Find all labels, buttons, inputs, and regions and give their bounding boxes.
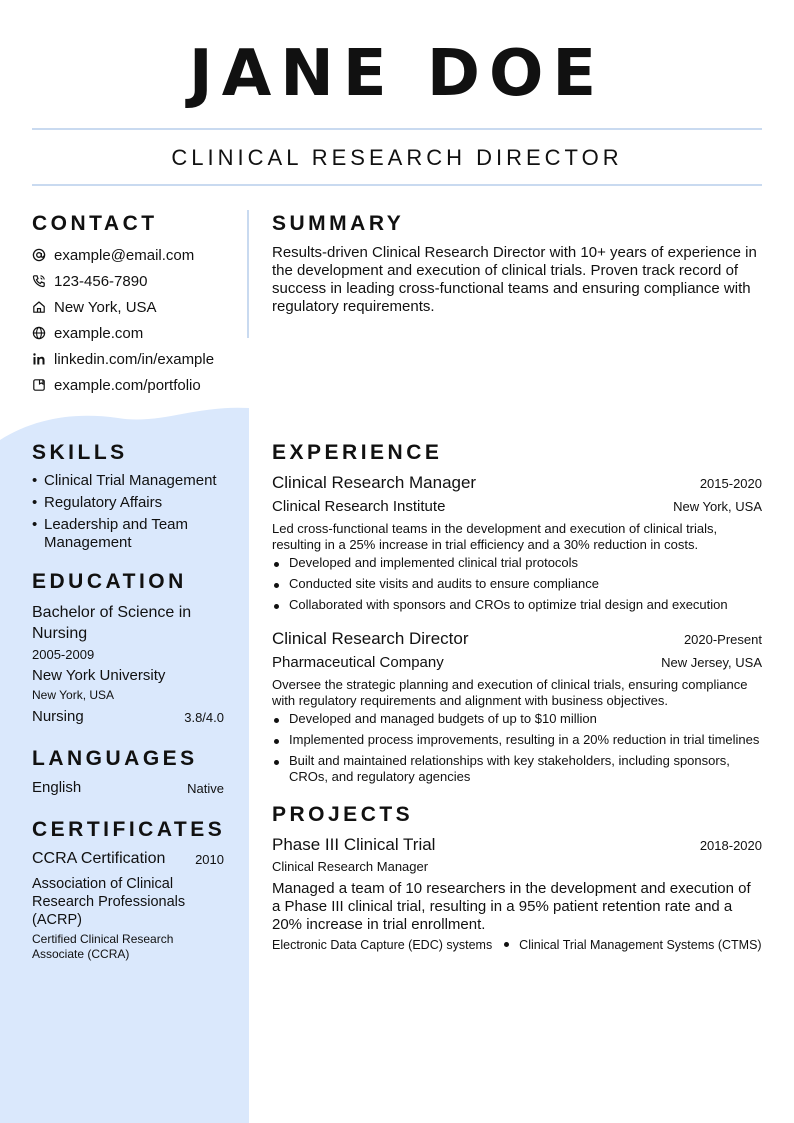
project-role: Clinical Research Manager — [272, 859, 429, 874]
certificates-heading: CERTIFICATES — [32, 818, 226, 841]
project-tool: Electronic Data Capture (EDC) systems — [272, 938, 493, 952]
home-icon — [32, 300, 54, 314]
skills-heading: SKILLS — [32, 441, 128, 464]
language-name: English — [32, 779, 82, 796]
certificate-year: 2010 — [195, 852, 224, 867]
education-school: New York University — [32, 667, 166, 684]
experience-bullet: Built and maintained relationships with key stakeholders, including sponsors, CROs, and regulatory agencies — [272, 753, 762, 784]
education-dates: 2005-2009 — [32, 647, 95, 662]
experience-location: New York, USA — [673, 499, 762, 514]
experience-company: Clinical Research Institute — [272, 498, 446, 515]
summary-text: Results-driven Clinical Research Director with 10+ years of experience in the development and execution of clinical trials. Proven track record of success in leading cross-functional teams and ensuring compliance with regulatory requirements. — [272, 244, 757, 315]
project-tools — [272, 937, 762, 953]
candidate-name: JANE DOE — [188, 37, 606, 111]
contact-email-row[interactable] — [32, 242, 242, 268]
project-name: Phase III Clinical Trial — [272, 835, 436, 854]
skill-item: • Leadership and Team Management — [32, 516, 232, 552]
contact-list — [32, 242, 242, 398]
globe-icon — [32, 326, 54, 340]
project-entry — [272, 834, 762, 953]
column-divider — [247, 210, 249, 338]
experience-bullet: Implemented process improvements, resulting in a 20% reduction in trial timelines — [272, 732, 762, 748]
experience-title: Clinical Research Director — [272, 629, 469, 648]
certificate-issuer: Association of Clinical Research Professionals (ACRP) — [32, 876, 186, 928]
contact-portfolio[interactable]: example.com/portfolio — [54, 376, 201, 394]
contact-website[interactable]: example.com — [54, 324, 144, 342]
linkedin-icon — [32, 352, 54, 366]
contact-phone[interactable]: 123-456-7890 — [54, 272, 148, 290]
experience-title: Clinical Research Manager — [272, 473, 477, 492]
experience-bullets — [272, 711, 762, 784]
phone-icon — [32, 274, 54, 288]
summary-heading: SUMMARY — [272, 212, 405, 235]
projects-heading: PROJECTS — [272, 803, 414, 826]
contact-website-row[interactable] — [32, 320, 242, 346]
experience-bullet: Collaborated with sponsors and CROs to optimize trial design and execution — [272, 597, 762, 613]
job-title: CLINICAL RESEARCH DIRECTOR — [171, 145, 623, 170]
experience-description: Led cross-functional teams in the development and execution of clinical trials, resulting in a 25% increase in trial efficiency and a 30% reduction in costs. — [272, 521, 718, 552]
project-tool: Clinical Trial Management Systems (CTMS) — [519, 938, 762, 952]
experience-bullet: Conducted site visits and audits to ensure compliance — [272, 576, 762, 592]
experience-entry — [272, 628, 762, 790]
education-heading: EDUCATION — [32, 570, 187, 593]
contact-heading: CONTACT — [32, 212, 158, 235]
experience-heading: EXPERIENCE — [272, 441, 443, 464]
contact-location: New York, USA — [54, 298, 157, 316]
certificate-name: CCRA Certification — [32, 850, 166, 867]
experience-bullet: Developed and managed budgets of up to $10 million — [272, 711, 762, 727]
contact-location-row — [32, 294, 242, 320]
portfolio-icon — [32, 378, 54, 392]
education-location: New York, USA — [32, 688, 115, 702]
experience-company: Pharmaceutical Company — [272, 654, 444, 671]
skill-item: • Clinical Trial Management — [32, 472, 232, 490]
tool-separator-dot — [504, 942, 509, 947]
experience-entry — [272, 472, 762, 618]
experience-location: New Jersey, USA — [661, 655, 762, 670]
language-level: Native — [187, 781, 224, 796]
project-description: Managed a team of 10 researchers in the development and execution of a Phase III clinical trial, resulting in a 95% patient retention rate and a 20% increase in trial enrollment. — [272, 880, 751, 933]
skill-item: • Regulatory Affairs — [32, 494, 232, 512]
experience-dates: 2015-2020 — [699, 476, 762, 491]
contact-email[interactable]: example@email.com — [54, 246, 195, 264]
experience-bullet: Developed and implemented clinical trial protocols — [272, 555, 762, 571]
experience-bullets — [272, 555, 762, 613]
education-field: Nursing — [32, 708, 84, 725]
project-dates: 2018-2020 — [699, 838, 762, 853]
languages-heading: LANGUAGES — [32, 747, 198, 770]
contact-linkedin[interactable]: linkedin.com/in/example — [54, 350, 215, 368]
header-bottom-rule — [32, 184, 762, 186]
contact-portfolio-row[interactable] — [32, 372, 242, 398]
certificate-description: Certified Clinical Research Associate (CCRA) — [32, 932, 174, 961]
at-icon — [32, 248, 54, 262]
experience-dates: 2020-Present — [683, 632, 762, 647]
skills-list — [32, 472, 232, 556]
contact-phone-row[interactable] — [32, 268, 242, 294]
education-gpa: 3.8/4.0 — [184, 710, 224, 725]
experience-description: Oversee the strategic planning and execution of clinical trials, ensuring compliance with regulatory requirements and alignment with business objectives. — [272, 677, 748, 708]
header-top-rule — [32, 128, 762, 130]
education-degree: Bachelor of Science in Nursing — [32, 604, 192, 642]
contact-linkedin-row[interactable] — [32, 346, 242, 372]
